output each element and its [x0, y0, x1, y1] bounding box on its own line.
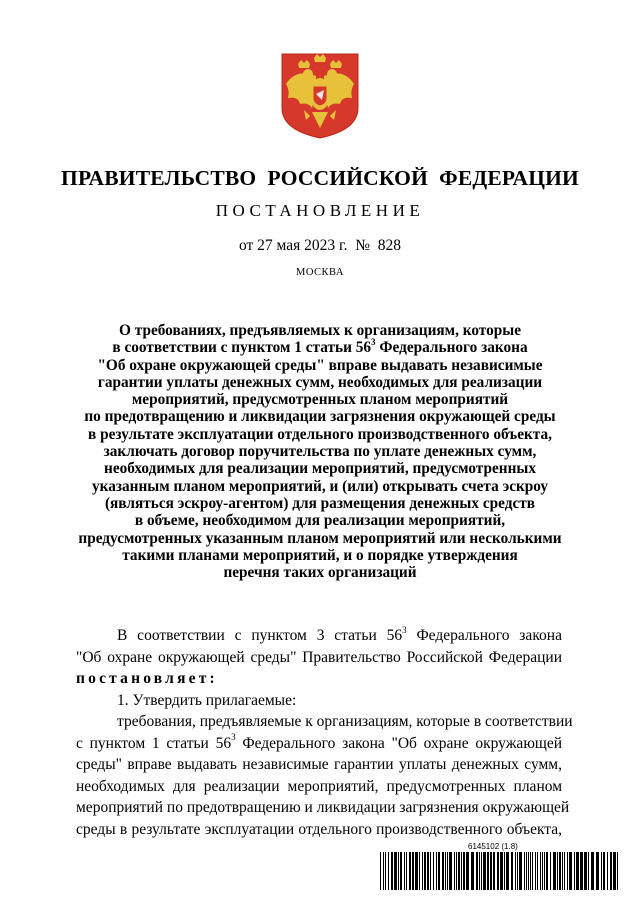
- heading-line: необходимых для реализации мероприятий, предусмотренных: [104, 460, 536, 478]
- heading-line: "Об охране окружающей среды" вправе выдавать независимые: [97, 356, 543, 374]
- body-line: 1. Утвердить прилагаемые:: [117, 691, 297, 709]
- heading-line: (являться эскроу-агентом) для размещения денежных средств: [104, 494, 536, 512]
- body-line-resolves: постановляет:: [76, 670, 218, 687]
- document-heading: [0, 322, 640, 581]
- barcode-number: 6145102 (1.8): [468, 842, 518, 851]
- document-city: МОСКВА: [296, 267, 344, 278]
- coat-of-arms-emblem-icon: [276, 50, 364, 140]
- heading-line: мероприятий, предусмотренных планом мероприятий: [131, 391, 509, 409]
- heading-line: гарантии уплаты денежных сумм, необходимых для реализации: [97, 373, 543, 391]
- body-line: необходимых для реализации мероприятий, предусмотренных планом: [76, 777, 562, 795]
- document-date-number: от 27 мая 2023 г. № 828: [238, 237, 402, 254]
- heading-line: в результате эксплуатации отдельного производственного объекта,: [88, 425, 552, 443]
- heading-line: О требованиях, предъявляемых к организациям, которые: [119, 322, 521, 339]
- body-line: с пунктом 1 статьи $56^3$ Федерального закона "Об охране окружающей: [76, 732, 563, 752]
- body-line: "Об охране окружающей среды" Правительство Российской Федерации: [76, 648, 562, 666]
- document-type: ПОСТАНОВЛЕНИЕ: [215, 201, 425, 220]
- heading-line: в объеме, необходимом для реализации мероприятий,: [134, 512, 506, 530]
- body-line: среды в результате эксплуатации отдельного производственного объекта,: [76, 820, 562, 838]
- body-line: среды" вправе выдавать независимые гарантии уплаты денежных сумм,: [76, 756, 562, 773]
- heading-line: перечня таких организаций: [223, 564, 417, 582]
- body-line: мероприятий по предотвращению и ликвидации загрязнения окружающей: [76, 799, 570, 816]
- body-line: требования, предъявляемые к организациям, которые в соответствии: [117, 713, 573, 730]
- government-title: ПРАВИТЕЛЬСТВО РОССИЙСКОЙ ФЕДЕРАЦИИ: [61, 166, 579, 190]
- barcode-icon: [380, 852, 620, 890]
- document-barcode: [380, 842, 620, 890]
- heading-line: предусмотренных указанным планом мероприятий или несколькими: [78, 529, 562, 547]
- body-line: В соответствии с пунктом 3 статьи $56^3$ Федерального закона: [117, 624, 562, 644]
- heading-line: такими планами мероприятий, и о порядке утверждения: [122, 546, 518, 564]
- heading-line: заключать договор поручительства по уплате денежных сумм,: [103, 443, 537, 461]
- document-body: [76, 624, 573, 840]
- heading-line: указанным планом мероприятий, и (или) открывать счета эскроу: [91, 477, 549, 495]
- heading-line: по предотвращению и ликвидации загрязнения окружающей среды: [84, 408, 556, 426]
- heading-line: в соответствии с пунктом 1 статьи $56^3$ Федерального закона: [112, 337, 528, 357]
